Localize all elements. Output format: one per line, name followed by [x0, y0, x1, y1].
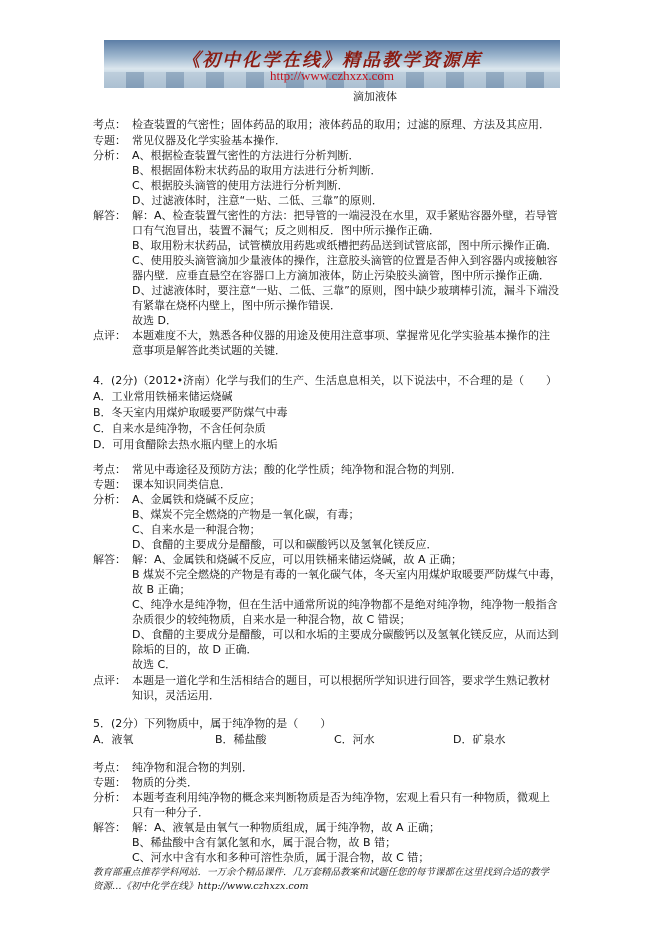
q5-fenxi-line: 只有一种分子． [132, 806, 209, 819]
q3-jieda-line: B、取用粉末状药品，试管横放用药匙或纸槽把药品送到试管底部，图中所示操作正确． [132, 239, 558, 252]
q5-jieda-line: B、稀盐酸中含有氯化氢和水，属于混合物，故 B 错； [132, 836, 397, 849]
q3-fenxi-label: 分析： [93, 149, 126, 162]
q4-jieda-line: 故选 C． [132, 658, 177, 671]
q5-kaodian-label: 考点： [93, 761, 126, 774]
q3-fenxi-line: C、根据胶头滴管的使用方法进行分析判断． [132, 179, 349, 192]
q3-jieda-label: 解答： [93, 209, 126, 222]
q3-jieda-line: 有紧靠在烧杯内壁上，图中所示操作错误． [132, 299, 341, 312]
q4-fenxi-line: A、金属铁和烧碱不反应； [132, 493, 261, 506]
q3-jieda-line: C、使用胶头滴管滴加少量液体的操作，注意胶头滴管的位置是否伸入到容器内或接触容 [132, 254, 558, 267]
q5-option-c: C．河水 [334, 733, 375, 746]
q3-dianping-line: 意事项是解答此类试题的关键． [132, 344, 286, 357]
q5-fenxi-line: 本题考查利用纯净物的概念来判断物质是否为纯净物，宏观上看只有一种物质，微观上 [132, 791, 550, 804]
q3-kaodian-label: 考点： [93, 118, 126, 131]
q4-dianping-label: 点评： [93, 674, 126, 687]
q3-jieda-line: 解：A、检查装置气密性的方法：把导管的一端浸没在水里，双手紧贴容器外壁，若导管 [132, 209, 558, 222]
q4-option: B．冬天室内用煤炉取暖要严防煤气中毒 [93, 406, 288, 419]
q5-jieda-label: 解答： [93, 821, 126, 834]
q4-jieda-line: 杂质很少的较纯物质，自来水是一种混合物，故 C 错误； [132, 613, 411, 626]
q4-fenxi-line: B、煤炭不完全燃烧的产物是一氧化碳，有毒； [132, 508, 360, 521]
q4-jieda-line: 解：A、金属铁和烧碱不反应，可以用铁桶来储运烧碱，故 A 正确； [132, 553, 463, 566]
figure-caption: 滴加液体 [353, 90, 397, 103]
q3-dianping-label: 点评： [93, 329, 126, 342]
q4-dianping-line: 本题是一道化学和生活相结合的题目，可以根据所学知识进行回答，要求学生熟记教材 [132, 674, 550, 687]
q4-zhuanti: 课本知识同类信息． [132, 478, 231, 491]
q4-kaodian: 常见中毒途径及预防方法；酸的化学性质；纯净物和混合物的判别． [132, 463, 462, 476]
q4-zhuanti-label: 专题： [93, 478, 126, 491]
q5-zhuanti: 物质的分类． [132, 776, 198, 789]
q3-fenxi-line: D、过滤液体时，注意“一贴、二低、三靠”的原则． [132, 194, 383, 207]
q4-option: D．可用食醋除去热水瓶内壁上的水垢 [93, 438, 278, 451]
q3-dianping-line: 本题难度不大，熟悉各种仪器的用途及使用注意事项、掌握常见化学实验基本操作的注 [132, 329, 550, 342]
banner-title: 《初中化学在线》精品教学资源库 [182, 50, 482, 71]
q5-jieda-line: 解：A、液氧是由氧气一种物质组成，属于纯净物，故 A 正确； [132, 821, 441, 834]
q3-zhuanti-label: 专题： [93, 134, 126, 147]
q4-jieda-line: B 煤炭不完全燃烧的产物是有毒的一氧化碳气体，冬天室内用煤炉取暖要严防煤气中毒， [132, 568, 562, 581]
banner-url: http://www.czhxzx.com [269, 68, 395, 83]
q3-zhuanti: 常见仪器及化学实验基本操作． [132, 134, 286, 147]
q4-jieda-line: C、纯净水是纯净物，但在生活中通常所说的纯净物都不是绝对纯净物，纯净物一般指含 [132, 598, 558, 611]
q4-jieda-line: D、食醋的主要成分是醋酸，可以和水垢的主要成分碳酸钙以及氢氧化镁反应，从而达到 [132, 628, 559, 641]
q4-dianping-line: 知识，灵活运用． [132, 689, 220, 702]
q5-option-b: B．稀盐酸 [215, 733, 267, 746]
q4-option: C．自来水是纯净物，不含任何杂质 [93, 422, 266, 435]
q5-stem: 5．(2分）下列物质中，属于纯净物的是（ ） [93, 717, 332, 730]
q4-jieda-line: 故 B 正确； [132, 583, 191, 596]
q4-option: A．工业常用铁桶来储运烧碱 [93, 390, 233, 403]
q3-jieda-line: 器内壁．应垂直悬空在容器口上方滴加液体，防止污染胶头滴管，图中所示操作正确． [132, 269, 550, 282]
footer-line: 教育部重点推荐学科网站．一万余个精品课件．几万套精品教案和试题任您的每节课都在这里找到合适的教学 [93, 867, 550, 878]
q4-kaodian-label: 考点： [93, 463, 126, 476]
q4-fenxi-line: C、自来水是一种混合物； [132, 523, 261, 536]
q5-zhuanti-label: 专题： [93, 776, 126, 789]
q3-jieda-line: 故选 D． [132, 314, 177, 327]
q5-fenxi-label: 分析： [93, 791, 126, 804]
q4-fenxi-line: D、食醋的主要成分是醋酸，可以和碳酸钙以及氢氧化镁反应． [132, 538, 438, 551]
q3-jieda-line: 口有气泡冒出，装置不漏气；反之则相反．图中所示操作正确． [132, 224, 440, 237]
q4-fenxi-label: 分析： [93, 493, 126, 506]
header-banner [104, 40, 560, 88]
q3-fenxi-line: B、根据固体粉末状药品的取用方法进行分析判断． [132, 164, 382, 177]
q4-stem: 4．(2分)（2012•济南）化学与我们的生产、生活息息相关，以下说法中，不合理的是（ ） [93, 374, 558, 387]
q5-option-d: D．矿泉水 [453, 733, 506, 746]
q5-jieda-line: C、河水中含有水和多种可溶性杂质，属于混合物，故 C 错； [132, 851, 430, 864]
q3-fenxi-line: A、根据检查装置气密性的方法进行分析判断． [132, 149, 360, 162]
footer-line: 资源…《初中化学在线》http://www.czhxzx.com [93, 881, 309, 892]
q3-jieda-line: D、过滤液体时，要注意“一贴、二低、三靠”的原则，图中缺少玻璃棒引流，漏斗下端没 [132, 284, 559, 297]
q4-jieda-label: 解答： [93, 553, 126, 566]
q4-jieda-line: 除垢的目的，故 D 正确． [132, 643, 258, 656]
q3-kaodian: 检查装置的气密性；固体药品的取用；液体药品的取用；过滤的原理、方法及其应用． [132, 118, 550, 131]
q5-kaodian: 纯净物和混合物的判别． [132, 761, 253, 774]
q5-option-a: A．液氧 [93, 733, 134, 746]
